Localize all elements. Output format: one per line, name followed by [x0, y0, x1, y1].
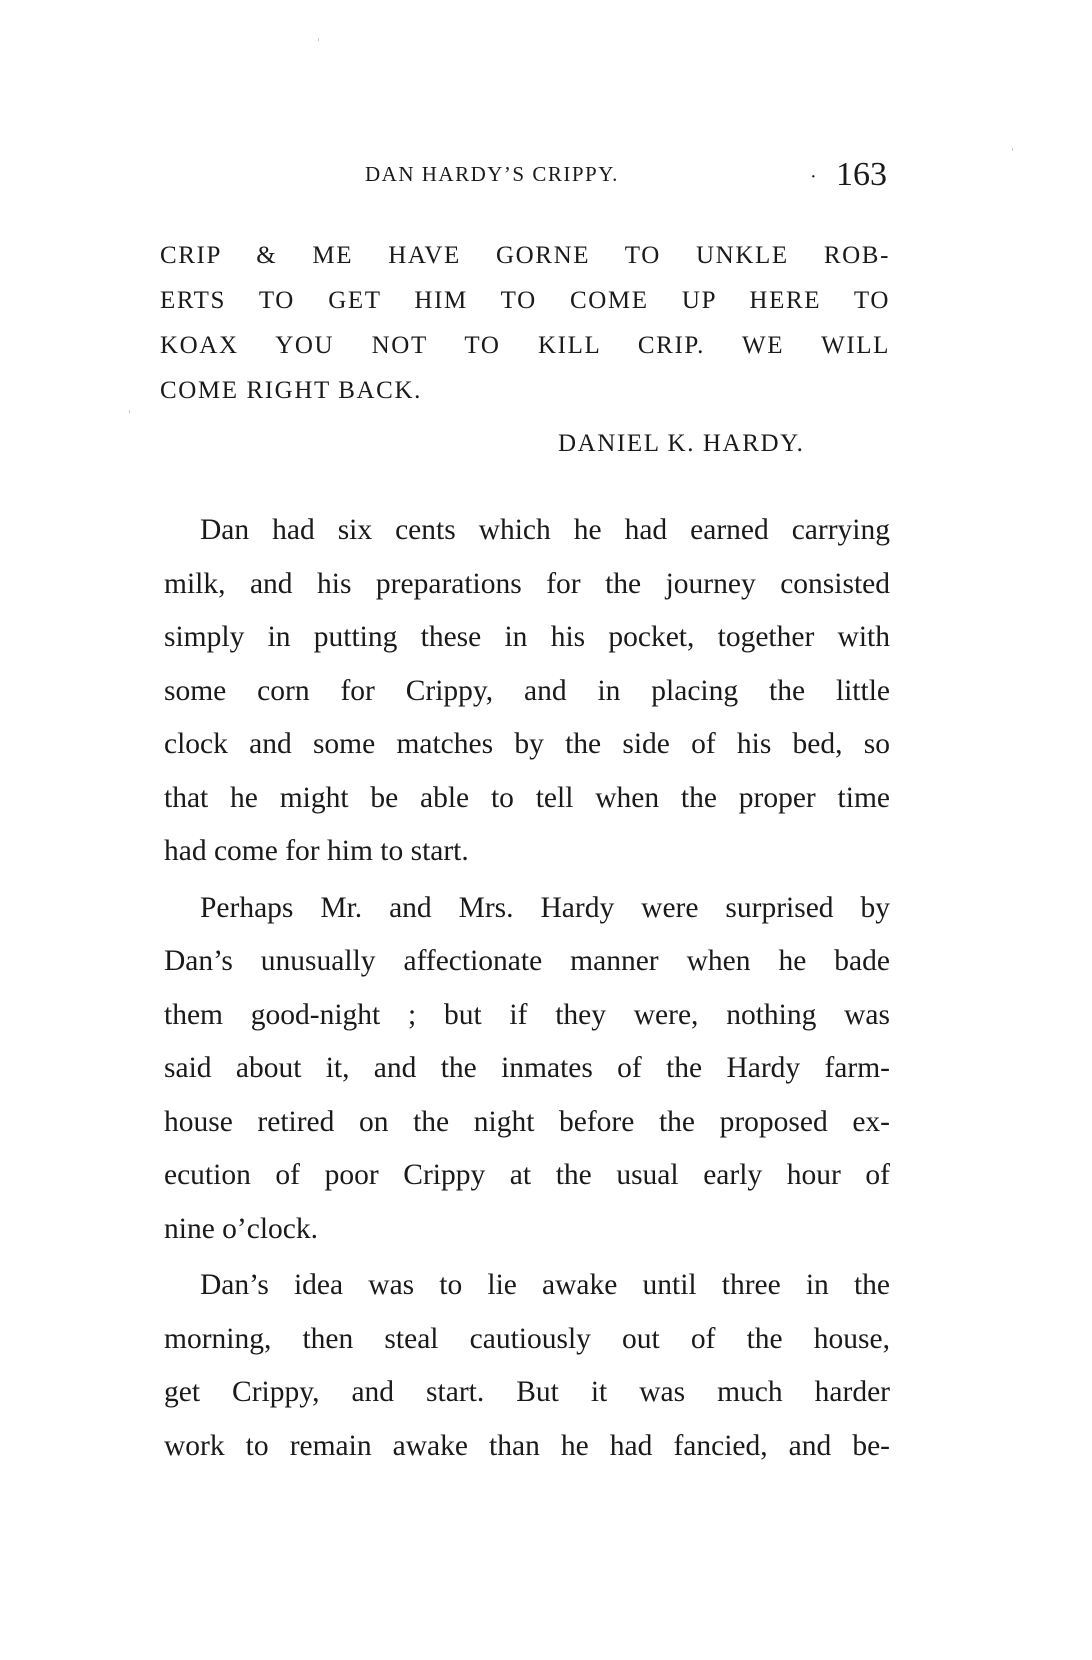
paragraph: [164, 882, 890, 1257]
note-line: CRIP & ME HAVE GORNE TO UNKLE ROB-: [160, 242, 890, 269]
running-title: DAN HARDY’S CRIPPY.: [365, 162, 619, 186]
body-text: [164, 504, 890, 1473]
scan-speck: [318, 38, 319, 41]
text-line: Perhaps Mr. and Mrs. Hardy were surprised by: [200, 891, 890, 924]
text-line: that he might be able to tell when the proper time: [164, 781, 890, 814]
text-line: morning, then steal cautiously out of the house,: [164, 1322, 890, 1355]
note-line: KOAX YOU NOT TO KILL CRIP. WE WILL: [160, 332, 890, 359]
paragraph: [164, 504, 890, 879]
text-line: nine o’clock.: [164, 1212, 318, 1245]
text-line: ecution of poor Crippy at the usual early hour of: [164, 1159, 890, 1191]
text-line: work to remain awake than he had fancied, and be-: [164, 1429, 890, 1462]
text-line: simply in putting these in his pocket, together with: [164, 621, 890, 653]
text-line: Dan’s idea was to lie awake until three in the: [200, 1269, 890, 1301]
scan-speck: [1012, 148, 1013, 151]
text-line: house retired on the night before the proposed ex-: [164, 1105, 890, 1138]
text-line: Dan had six cents which he had earned carrying: [200, 514, 890, 546]
paragraph: [164, 1259, 890, 1473]
page-dot: ·: [810, 166, 817, 188]
page-number: 163: [836, 156, 887, 193]
text-line: some corn for Crippy, and in placing the little: [164, 674, 890, 707]
running-head: [150, 156, 890, 202]
scan-speck: [129, 410, 130, 413]
text-line: had come for him to start.: [164, 835, 469, 867]
note-line: COME RIGHT BACK.: [160, 377, 422, 404]
dan-note: [160, 233, 890, 457]
note-line: ERTS TO GET HIM TO COME UP HERE TO: [160, 287, 890, 314]
note-signature: DANIEL K. HARDY.: [558, 430, 805, 457]
text-line: get Crippy, and start. But it was much harder: [164, 1376, 890, 1408]
text-line: said about it, and the inmates of the Hardy farm-: [164, 1052, 890, 1084]
text-line: clock and some matches by the side of his bed, so: [164, 728, 890, 760]
text-line: milk, and his preparations for the journey consisted: [164, 567, 890, 600]
text-line: Dan’s unusually affectionate manner when he bade: [164, 945, 890, 977]
text-line: them good-night ; but if they were, nothing was: [164, 998, 890, 1031]
